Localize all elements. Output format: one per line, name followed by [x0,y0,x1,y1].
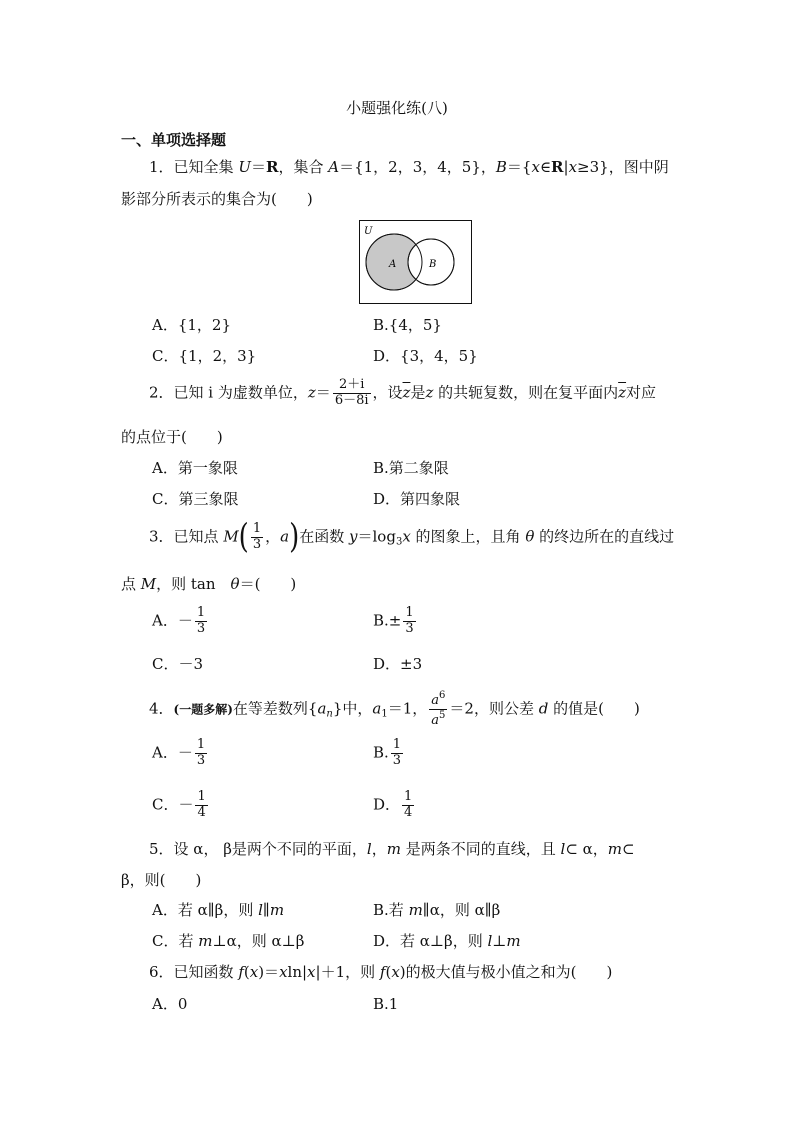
q2-fraction: $\frac{2+i}{6-8i}$ [334,377,369,408]
question-2-line-1: 2．已知 i 为虚数单位，z＝ $\frac{2+i}{6-8i}$ ，设$\overline{z}$是z 的共轭复数，则在复平面内$\overline{z}$对应 [149,377,657,408]
q3-option-c[interactable]: C．－3 [152,655,204,673]
question-5-line-2: β，则( ) [121,871,202,889]
question-3-line-1: 3．已知点 M( $\frac{1}{3}$ ，a)在函数 $y=\log_3x$ 的图象上，且角 θ 的终边所在的直线过 [149,517,675,557]
question-1-line-2: 影部分所表示的集合为( ) [121,190,313,208]
q3-fraction: $\frac{1}{3}$ [252,521,262,552]
q5-option-d[interactable]: D．若 α⊥β，则 l⊥m [373,932,521,950]
q2-option-b[interactable]: B.第二象限 [373,459,449,477]
q2-option-c[interactable]: C．第三象限 [152,490,239,508]
q5-option-b[interactable]: B.若 m∥α，则 α∥β [373,901,501,919]
question-2-line-2: 的点位于( ) [121,428,223,446]
venn-label-a: A [389,259,397,270]
q1-option-b[interactable]: B.{4，5} [373,316,442,334]
q3-option-b[interactable]: B.± $\frac{1}{3}$ [373,605,414,636]
q2-option-d[interactable]: D．第四象限 [373,490,461,508]
q4-option-a[interactable]: A．－ $\frac{1}{3}$ [152,737,206,768]
q3-option-d[interactable]: D．±3 [373,655,423,673]
q4-option-d[interactable]: D． $\frac{1}{4}$ [373,789,413,820]
q2-option-a[interactable]: A．第一象限 [152,459,238,477]
venn-diagram [359,220,472,304]
q6-option-a[interactable]: A．0 [152,995,188,1013]
venn-label-b: B [429,259,437,270]
question-1-line-1: 1．已知全集 U＝R，集合 A＝{1，2，3，4，5}，B＝{x∈R|x≥3}，图中阴 [149,158,669,176]
q1-option-d[interactable]: D．{3，4，5} [373,347,478,365]
section-heading: 一、单项选择题 [121,131,227,149]
q3-option-a[interactable]: A．－ $\frac{1}{3}$ [152,605,206,636]
question-3-line-2: 点 M，则 tan θ＝( ) [121,575,297,593]
question-6-line-1: 6．已知函数 f(x)＝xln|x|＋1，则 f(x)的极大值与极小值之和为( ) [149,963,613,981]
page-title: 小题强化练(八) [346,99,448,117]
q1-option-c[interactable]: C．{1，2，3} [152,347,257,365]
question-4-line-1: 4．(一题多解)在等差数列$\{a_n\}$中，$a_1=1$， $\frac{a^6}{a^5}$ ＝2，则公差 d 的值是( ) [149,690,640,728]
q4-option-c[interactable]: C．－ $\frac{1}{4}$ [152,789,206,820]
q6-option-b[interactable]: B.1 [373,995,399,1013]
venn-label-u: U [364,226,373,237]
q4-option-b[interactable]: B. $\frac{1}{3}$ [373,737,402,768]
q4-fraction: $\frac{a^6}{a^5}$ [431,690,446,728]
q5-option-a[interactable]: A．若 α∥β，则 l∥m [152,901,285,919]
q1-option-a[interactable]: A．{1，2} [152,316,232,334]
q5-option-c[interactable]: C．若 m⊥α，则 α⊥β [152,932,305,950]
question-5-line-1: 5．设 α， β是两个不同的平面，l，m 是两条不同的直线，且 l⊂ α，m⊂ [149,840,635,858]
